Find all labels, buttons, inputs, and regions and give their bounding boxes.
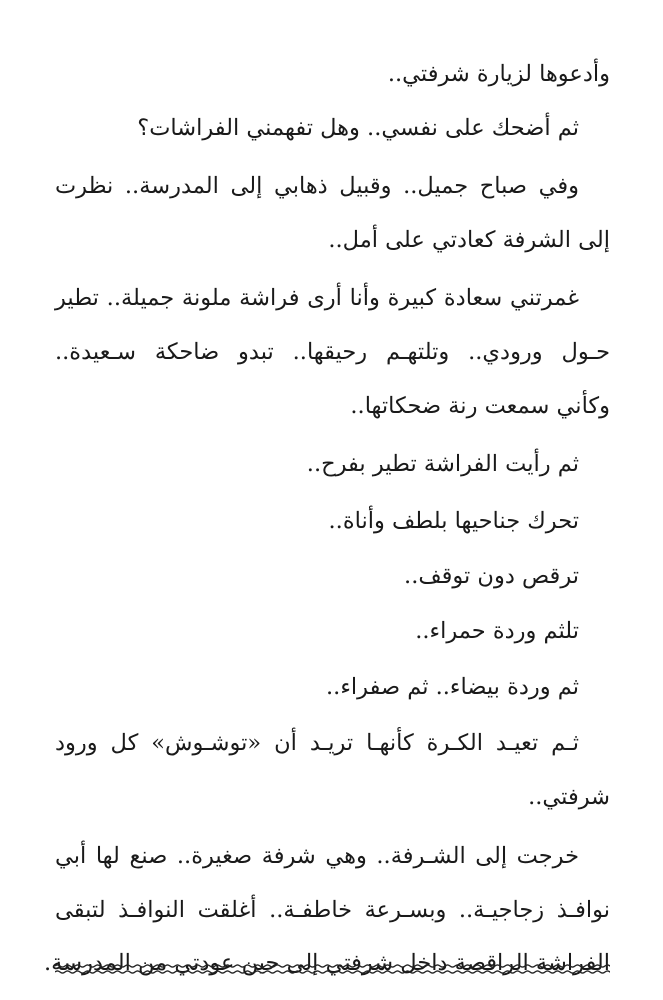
text-line: إلى الشرفة كعادتي على أمل..	[328, 227, 610, 253]
wavy-divider	[55, 962, 610, 976]
text-line: وأدعوها لزيارة شرفتي..	[387, 61, 610, 87]
text-line: تلثم وردة حمراء..	[415, 618, 579, 644]
text-line: غمرتني سعادة كبيرة وأنا أرى فراشة ملونة جميلة.. تطير	[55, 285, 579, 311]
text-line: الفراشة الراقصة داخل شرفتي إلى حين عودتي من المدرسة.	[44, 950, 610, 976]
text-line: ثم أضحك على نفسي.. وهل تفهمني الفراشات؟	[137, 115, 579, 141]
text-line: وفي صباح جميل.. وقبيل ذهابي إلى المدرسة.. نظرت	[55, 173, 579, 199]
text-line: ثم رأيت الفراشة تطير بفرح..	[306, 451, 579, 477]
text-line: نوافـذ زجاجيـة.. وبسـرعة خاطفـة.. أغلقت النوافـذ لتبقى	[55, 897, 610, 923]
text-line: وكأني سمعت رنة ضحكاتها..	[350, 393, 610, 419]
text-line: ترقص دون توقف..	[404, 563, 579, 589]
text-line: حـول ورودي.. وتلتهـم رحيقها.. تبدو ضاحكة سـعيدة..	[55, 339, 610, 365]
text-line: ثم وردة بيضاء.. ثم صفراء..	[326, 674, 579, 700]
text-line: ثـم تعيـد الكـرة كأنهـا تريـد أن «توشـوش» كل ورود	[55, 730, 579, 756]
text-line: شرفتي..	[528, 784, 610, 810]
text-line: خرجت إلى الشـرفة.. وهي شرفة صغيرة.. صنع لها أبي	[55, 843, 579, 869]
text-line: تحرك جناحيها بلطف وأناة..	[328, 508, 579, 534]
